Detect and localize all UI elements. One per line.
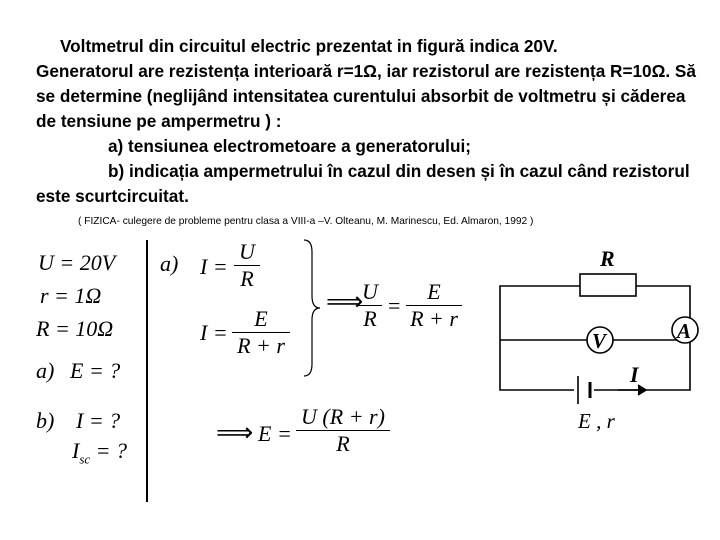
- solution-a-label: a): [160, 251, 179, 276]
- question-b: I = ?: [76, 408, 121, 433]
- eq4-lhs: E =: [258, 421, 292, 446]
- eq3-denominator-left: R: [363, 306, 377, 331]
- given-voltage: U = 20V: [38, 250, 116, 275]
- question-isc-var: I: [72, 438, 80, 463]
- implies-arrow-1: ⟹: [326, 287, 364, 316]
- source-label: E , r: [578, 409, 615, 433]
- voltmeter-label: V: [592, 329, 607, 353]
- question-a: E = ?: [70, 358, 121, 383]
- eq2-fraction: [232, 307, 290, 358]
- problem-line-1: Voltmetrul din circuitul electric prezentat in figură indica 20V.: [60, 36, 558, 56]
- question-isc-rest: = ?: [90, 438, 128, 463]
- question-isc: [72, 440, 127, 465]
- eq1-denominator: R: [240, 266, 254, 291]
- question-isc-sub: sc: [79, 451, 91, 467]
- eq4-denominator: R: [336, 431, 350, 456]
- ammeter-label: A: [677, 319, 692, 343]
- eq1-lhs: I =: [200, 254, 228, 279]
- current-label: I: [630, 362, 639, 387]
- eq3-fraction-left: [358, 280, 382, 331]
- problem-item-a: a) tensiunea electrometoare a generatorului;: [108, 136, 471, 156]
- eq4-numerator: U (R + r): [301, 404, 385, 429]
- divider-line: [146, 240, 148, 502]
- problem-line-2: Generatorul are rezistența interioară r=1Ω, iar rezistorul are rezistența R=10Ω. Să se determine (neglijând intensitatea curentului absorbit de voltmetru și căderea de tensiune pe ampermetru ) :: [36, 61, 696, 131]
- eq3-numerator-right: E: [427, 279, 441, 304]
- problem-item-b-text: b) indicația ampermetrului în cazul din desen și în cazul când rezistorul este scurtcircuitat.: [36, 161, 690, 206]
- problem-item-b: [36, 159, 704, 209]
- eq2-lhs: I =: [200, 320, 228, 345]
- given-resistance: R = 10Ω: [36, 316, 114, 341]
- eq1-numerator: U: [239, 239, 255, 264]
- eq3-equals: =: [388, 293, 401, 318]
- given-internal-resistance: r = 1Ω: [40, 283, 102, 308]
- eq2-denominator: R + r: [237, 333, 285, 358]
- resistor-symbol: [580, 274, 636, 296]
- circuit-diagram: [480, 236, 712, 436]
- question-a-label: a): [36, 358, 55, 383]
- problem-statement: [36, 34, 704, 209]
- eq2-numerator: E: [254, 306, 268, 331]
- question-b-label: b): [36, 408, 55, 433]
- implies-arrow-2: ⟹: [216, 418, 254, 447]
- source-citation: ( FIZICA- culegere de probleme pentru clasa a VIII-a –V. Olteanu, M. Marinescu, Ed. Almaron, 1992 ): [78, 216, 534, 227]
- curly-brace: [300, 238, 322, 378]
- eq3-fraction-right: [406, 280, 462, 331]
- eq3-numerator-left: U: [362, 279, 378, 304]
- eq1-fraction: [234, 240, 260, 291]
- resistor-label: R: [600, 246, 615, 271]
- eq4-fraction: [296, 405, 390, 456]
- eq3-denominator-right: R + r: [410, 306, 458, 331]
